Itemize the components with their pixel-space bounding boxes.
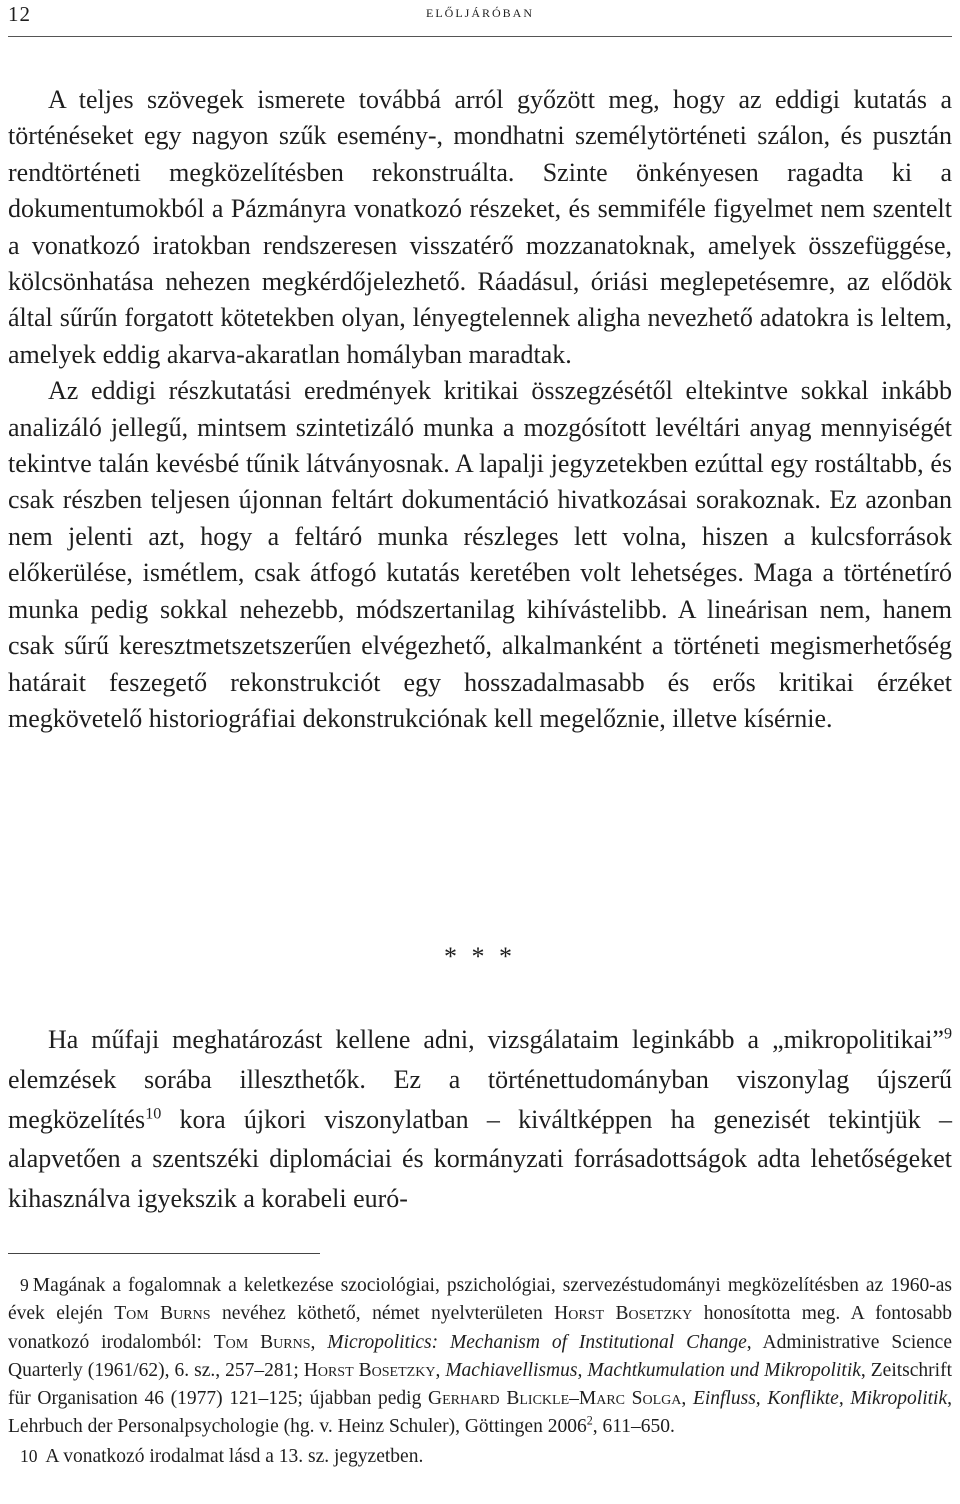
header-rule: [8, 36, 952, 37]
page-number: 12: [8, 2, 31, 26]
work-title: Micropolitics: Mechanism of Institutional Change: [327, 1331, 747, 1353]
author-name: Horst Bosetzky: [303, 1359, 436, 1381]
author-name: Tom Burns: [114, 1303, 211, 1325]
section-ornament: * * *: [444, 942, 516, 971]
page-header: [0, 0, 960, 40]
author-name: Tom Burns: [213, 1331, 311, 1353]
work-title: Machiavellismus, Machtkumulation und Mikropolitik: [445, 1359, 861, 1381]
paragraph-3: Ha műfaji meghatározást kellene adni, vizsgálataim leginkább a „mikropolitikai”$^9$ elemzések sorába illeszthetők. Ez a történettudományban viszonylag újszerű megközelítés$^{10}$ kora újkori viszonylatban – kiváltképpen ha genezisét tekintjük – alapvetően a szentszéki diplomáciai és kormányzati forrásadottságok adta lehetőségeket kihasználva igyekszik a korabeli euró-: [8, 1025, 952, 1214]
footnote-rule: [8, 1253, 320, 1254]
author-name: Gerhard Blickle–Marc Solga: [428, 1388, 682, 1410]
footnote-number: 10: [20, 1445, 38, 1466]
footnote-ref-9[interactable]: 9: [943, 1025, 952, 1043]
running-head: előljáróban: [426, 2, 534, 21]
footnote-number: 9: [20, 1275, 29, 1295]
footnotes: [8, 1271, 952, 1471]
paragraph-2: Az eddigi részkutatási eredmények kritikai összegzésétől eltekintve sokkal inkább analizáló jellegű, mintsem szintetizáló munka a mozgósított levéltári anyag mennyiségét tekintve talán kevésbé tűnik látványosnak. A lapalji jegyzetekben ezúttal egy rostáltabb, és csak részben teljesen újonnan feltárt dokumentáció hivatkozásai sorakoznak. Ez azonban nem jelenti azt, hogy a feltáró munka részleges lett volna, hiszen a kulcsforrások előkerülése, ismétlem, csak átfogó kutatás keretében volt lehetséges. Maga a történetíró munka pedig sokkal nehezebb, módszertanilag kihívástelibb. A lineárisan nem, hanem csak sűrű keresztmetszetszerűen elvégezhető, alkalmanként a történeti megismerhetőség határait feszegető rekonstrukciót egy hosszadalmasabb és erős kritikai érzéket megkövetelő historiográfiai dekonstrukciónak kell megelőznie, illetve kísérnie.: [8, 376, 952, 733]
paragraph-1: A teljes szövegek ismerete továbbá arról győzött meg, hogy az eddigi kutatás a történéseket egy nagyon szűk esemény-, mondhatni személytörténeti szálon, és pusztán rendtörténeti megközelítésben rekonstruálta. Szinte önkényesen ragadta ki a dokumentumokból a Pázmányra vonatkozó részeket, és semmiféle figyelmet nem szentelt a vonatkozó iratokban rendszeresen visszatérő mozzanatoknak, amelyek összefüggése, kölcsönhatása nehezen megkérdőjelezhető. Ráadásul, óriási meglepetésemre, az elődök által sűrűn forgatott kötetekben olyan, lényegtelennek aligha nevezhető adatokra is leltem, amelyek eddig akarva-akaratlan homályban maradtak.: [8, 85, 952, 369]
work-title: Einfluss, Konflikte, Mikropolitik: [692, 1388, 948, 1410]
footnote-9: 9 Magának a fogalomnak a keletkezése szociológiai, pszichológiai, szervezéstudományi megközelítésben az 1960-as évek elején Tom Burns nevéhez köthető, német nyelvterületen Horst Bosetzky honosította meg. A fontosabb vonatkozó irodalomból: Tom Burns, Micropolitics: Mechanism of Institutional Change, Administrative Science Quarterly (1961/62), 6. sz., 257–281; Horst Bosetzky, Machiavellismus, Machtkumulation und Mikropolitik, Zeitschrift für Organisation 46 (1977) 121–125; újabban pedig Gerhard Blickle–Marc Solga, Einfluss, Konflikte, Mikropolitik, Lehrbuch der Personalpsychologie (hg. v. Heinz Schuler), Göttingen 2006$^2$, 611–650.: [8, 1275, 952, 1438]
footnote-ref-10[interactable]: 10: [145, 1104, 162, 1122]
main-text-upper: [8, 82, 952, 737]
footnote-10: 10 A vonatkozó irodalmat lásd a 13. sz. jegyzetben.: [20, 1445, 424, 1467]
main-text-lower: [8, 1020, 952, 1219]
author-name: Horst Bosetzky: [554, 1303, 693, 1325]
